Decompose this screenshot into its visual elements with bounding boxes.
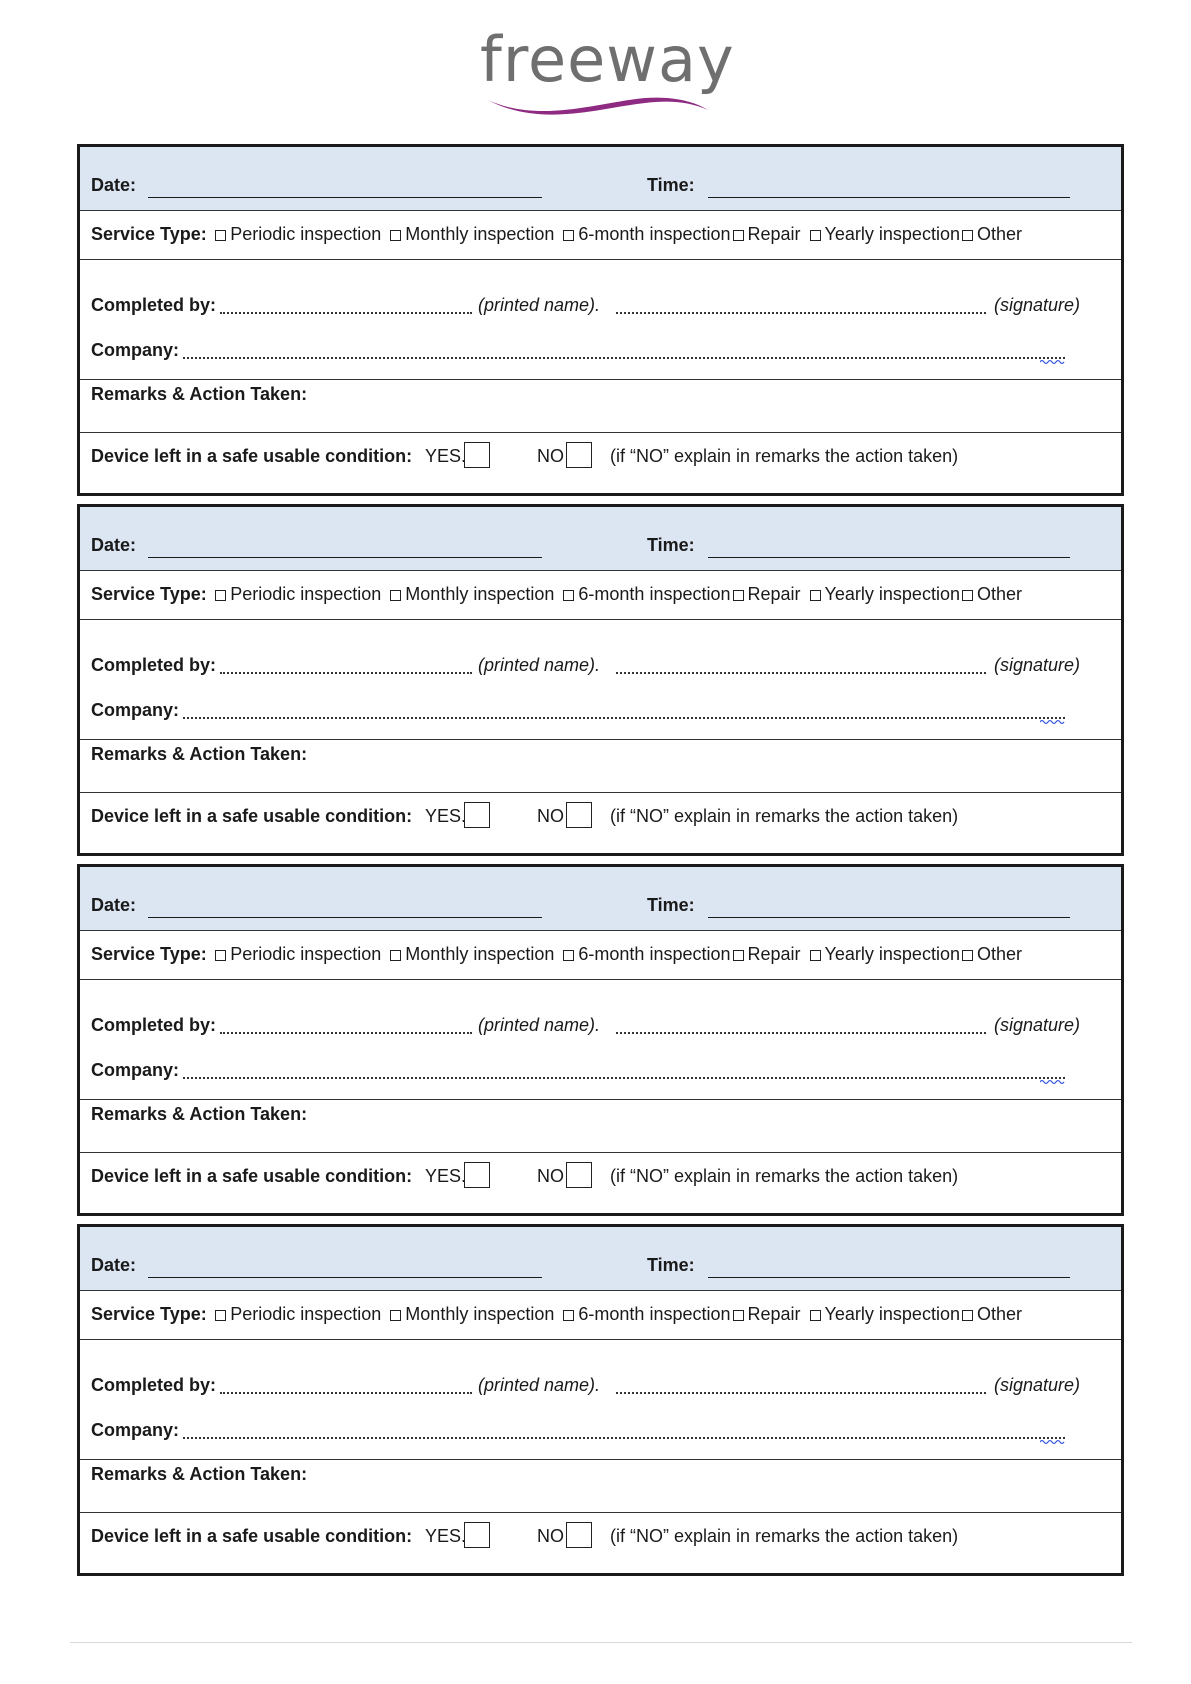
yes-checkbox[interactable]: [464, 1522, 490, 1548]
signature-field[interactable]: [616, 672, 986, 674]
yes-label: YES.: [425, 806, 467, 826]
yearly-checkbox[interactable]: [810, 950, 821, 961]
option-monthly: Monthly inspection: [405, 584, 555, 604]
option-yearly: Yearly inspection: [824, 944, 960, 964]
no-explanation-note: (if “NO” explain in remarks the action taken): [610, 1166, 959, 1186]
date-time-row: [80, 507, 1121, 571]
periodic-checkbox[interactable]: [215, 590, 226, 601]
date-time-row: [80, 147, 1121, 211]
company-label: Company:: [91, 340, 180, 360]
date-field[interactable]: [148, 557, 542, 558]
completed-by-row: [80, 1340, 1121, 1460]
remarks-row[interactable]: [80, 1100, 1121, 1153]
date-time-row: [80, 1227, 1121, 1291]
yearly-checkbox[interactable]: [810, 1310, 821, 1321]
completed-by-label: Completed by:: [91, 1375, 217, 1395]
option-six-month: 6-month inspection: [578, 584, 731, 604]
repair-checkbox[interactable]: [733, 1310, 744, 1321]
logo-swoosh-icon: [480, 23, 735, 124]
remarks-label: Remarks & Action Taken:: [91, 384, 308, 404]
signature-hint: (signature): [994, 655, 1081, 675]
printed-name-hint: (printed name).: [478, 1015, 601, 1035]
option-six-month: 6-month inspection: [578, 944, 731, 964]
logo-text: freeway: [480, 23, 735, 96]
device-condition-label: Device left in a safe usable condition:: [91, 1526, 413, 1546]
signature-hint: (signature): [994, 1375, 1081, 1395]
no-checkbox[interactable]: [566, 442, 592, 468]
repair-checkbox[interactable]: [733, 950, 744, 961]
device-condition-label: Device left in a safe usable condition:: [91, 446, 413, 466]
option-repair: Repair: [747, 1304, 801, 1324]
time-label: Time:: [647, 535, 695, 555]
yes-label: YES.: [425, 1166, 467, 1186]
date-field[interactable]: [148, 197, 542, 198]
option-repair: Repair: [747, 584, 801, 604]
no-checkbox[interactable]: [566, 1162, 592, 1188]
inspection-records: [77, 144, 1124, 1584]
device-condition-row: [80, 793, 1121, 853]
remarks-row[interactable]: [80, 380, 1121, 433]
inspection-record: [77, 144, 1124, 496]
printed-name-hint: (printed name).: [478, 655, 601, 675]
service-type-label: Service Type:: [91, 584, 207, 604]
remarks-row[interactable]: [80, 740, 1121, 793]
yes-checkbox[interactable]: [464, 442, 490, 468]
option-periodic: Periodic inspection: [230, 1304, 382, 1324]
signature-hint: (signature): [994, 1015, 1081, 1035]
other-checkbox[interactable]: [962, 590, 973, 601]
completed-by-label: Completed by:: [91, 1015, 217, 1035]
service-type-row: [80, 571, 1121, 620]
option-yearly: Yearly inspection: [824, 224, 960, 244]
company-field[interactable]: [183, 357, 1065, 359]
service-options: [211, 224, 1022, 244]
option-repair: Repair: [747, 224, 801, 244]
service-options: [211, 584, 1022, 604]
yes-label: YES.: [425, 446, 467, 466]
option-repair: Repair: [747, 944, 801, 964]
device-condition-label: Device left in a safe usable condition:: [91, 1166, 413, 1186]
six-month-checkbox[interactable]: [563, 950, 574, 961]
no-checkbox[interactable]: [566, 1522, 592, 1548]
device-condition-row: [80, 1513, 1121, 1573]
periodic-checkbox[interactable]: [215, 230, 226, 241]
no-explanation-note: (if “NO” explain in remarks the action taken): [610, 806, 959, 826]
service-type-line: [91, 944, 1022, 965]
time-field[interactable]: [708, 917, 1070, 918]
monthly-checkbox[interactable]: [390, 1310, 401, 1321]
remarks-row[interactable]: [80, 1460, 1121, 1513]
completed-by-label: Completed by:: [91, 655, 217, 675]
printed-name-hint: (printed name).: [478, 1375, 601, 1395]
company-field[interactable]: [183, 1077, 1065, 1079]
signature-field[interactable]: [616, 312, 986, 314]
no-checkbox[interactable]: [566, 802, 592, 828]
no-label: NO: [537, 1166, 564, 1186]
company-label: Company:: [91, 1420, 180, 1440]
spellcheck-underline-icon: [1040, 1079, 1066, 1085]
option-yearly: Yearly inspection: [824, 584, 960, 604]
option-six-month: 6-month inspection: [578, 224, 731, 244]
inspection-record: [77, 504, 1124, 856]
remarks-label: Remarks & Action Taken:: [91, 1104, 308, 1124]
monthly-checkbox[interactable]: [390, 950, 401, 961]
option-six-month: 6-month inspection: [578, 1304, 731, 1324]
service-options: [211, 944, 1022, 964]
device-condition-row: [80, 433, 1121, 493]
time-field[interactable]: [708, 197, 1070, 198]
company-label: Company:: [91, 700, 180, 720]
service-options: [211, 1304, 1022, 1324]
printed-name-hint: (printed name).: [478, 295, 601, 315]
date-label: Date:: [91, 895, 137, 915]
no-explanation-note: (if “NO” explain in remarks the action taken): [610, 1526, 959, 1546]
date-time-row: [80, 867, 1121, 931]
option-periodic: Periodic inspection: [230, 584, 382, 604]
printed-name-field[interactable]: [220, 672, 472, 674]
printed-name-field[interactable]: [220, 1392, 472, 1394]
date-label: Date:: [91, 535, 137, 555]
time-label: Time:: [647, 175, 695, 195]
service-type-row: [80, 211, 1121, 260]
company-label: Company:: [91, 1060, 180, 1080]
service-type-row: [80, 931, 1121, 980]
completed-by-row: [80, 620, 1121, 740]
remarks-label: Remarks & Action Taken:: [91, 744, 308, 764]
option-other: Other: [976, 1304, 1022, 1324]
signature-field[interactable]: [616, 1032, 986, 1034]
date-field[interactable]: [148, 1277, 542, 1278]
spellcheck-underline-icon: [1040, 719, 1066, 725]
printed-name-field[interactable]: [220, 1032, 472, 1034]
freeway-logo: [480, 23, 735, 124]
option-monthly: Monthly inspection: [405, 944, 555, 964]
signature-hint: (signature): [994, 295, 1081, 315]
no-label: NO: [537, 1526, 564, 1546]
signature-field[interactable]: [616, 1392, 986, 1394]
date-label: Date:: [91, 1255, 137, 1275]
option-other: Other: [976, 944, 1022, 964]
no-label: NO: [537, 806, 564, 826]
yearly-checkbox[interactable]: [810, 230, 821, 241]
service-type-label: Service Type:: [91, 1304, 207, 1324]
completed-by-row: [80, 980, 1121, 1100]
date-label: Date:: [91, 175, 137, 195]
option-periodic: Periodic inspection: [230, 224, 382, 244]
option-monthly: Monthly inspection: [405, 1304, 555, 1324]
option-yearly: Yearly inspection: [824, 1304, 960, 1324]
other-checkbox[interactable]: [962, 950, 973, 961]
service-type-label: Service Type:: [91, 944, 207, 964]
time-field[interactable]: [708, 1277, 1070, 1278]
company-field[interactable]: [183, 1437, 1065, 1439]
inspection-record: [77, 864, 1124, 1216]
other-checkbox[interactable]: [962, 230, 973, 241]
monthly-checkbox[interactable]: [390, 590, 401, 601]
yes-label: YES.: [425, 1526, 467, 1546]
spellcheck-underline-icon: [1040, 1439, 1066, 1445]
monthly-checkbox[interactable]: [390, 230, 401, 241]
option-other: Other: [976, 584, 1022, 604]
periodic-checkbox[interactable]: [215, 1310, 226, 1321]
repair-checkbox[interactable]: [733, 230, 744, 241]
other-checkbox[interactable]: [962, 1310, 973, 1321]
yearly-checkbox[interactable]: [810, 590, 821, 601]
footer-divider: [70, 1642, 1132, 1643]
remarks-label: Remarks & Action Taken:: [91, 1464, 308, 1484]
time-label: Time:: [647, 895, 695, 915]
time-field[interactable]: [708, 557, 1070, 558]
service-type-row: [80, 1291, 1121, 1340]
option-monthly: Monthly inspection: [405, 224, 555, 244]
inspection-record: [77, 1224, 1124, 1576]
device-condition-label: Device left in a safe usable condition:: [91, 806, 413, 826]
service-type-line: [91, 1304, 1022, 1325]
six-month-checkbox[interactable]: [563, 1310, 574, 1321]
yes-checkbox[interactable]: [464, 1162, 490, 1188]
completed-by-label: Completed by:: [91, 295, 217, 315]
service-type-line: [91, 584, 1022, 605]
company-field[interactable]: [183, 717, 1065, 719]
six-month-checkbox[interactable]: [563, 590, 574, 601]
device-condition-row: [80, 1153, 1121, 1213]
time-label: Time:: [647, 1255, 695, 1275]
option-periodic: Periodic inspection: [230, 944, 382, 964]
no-label: NO: [537, 446, 564, 466]
printed-name-field[interactable]: [220, 312, 472, 314]
service-type-label: Service Type:: [91, 224, 207, 244]
date-field[interactable]: [148, 917, 542, 918]
periodic-checkbox[interactable]: [215, 950, 226, 961]
spellcheck-underline-icon: [1040, 359, 1066, 365]
option-other: Other: [976, 224, 1022, 244]
repair-checkbox[interactable]: [733, 590, 744, 601]
completed-by-row: [80, 260, 1121, 380]
yes-checkbox[interactable]: [464, 802, 490, 828]
no-explanation-note: (if “NO” explain in remarks the action taken): [610, 446, 959, 466]
six-month-checkbox[interactable]: [563, 230, 574, 241]
service-type-line: [91, 224, 1022, 245]
